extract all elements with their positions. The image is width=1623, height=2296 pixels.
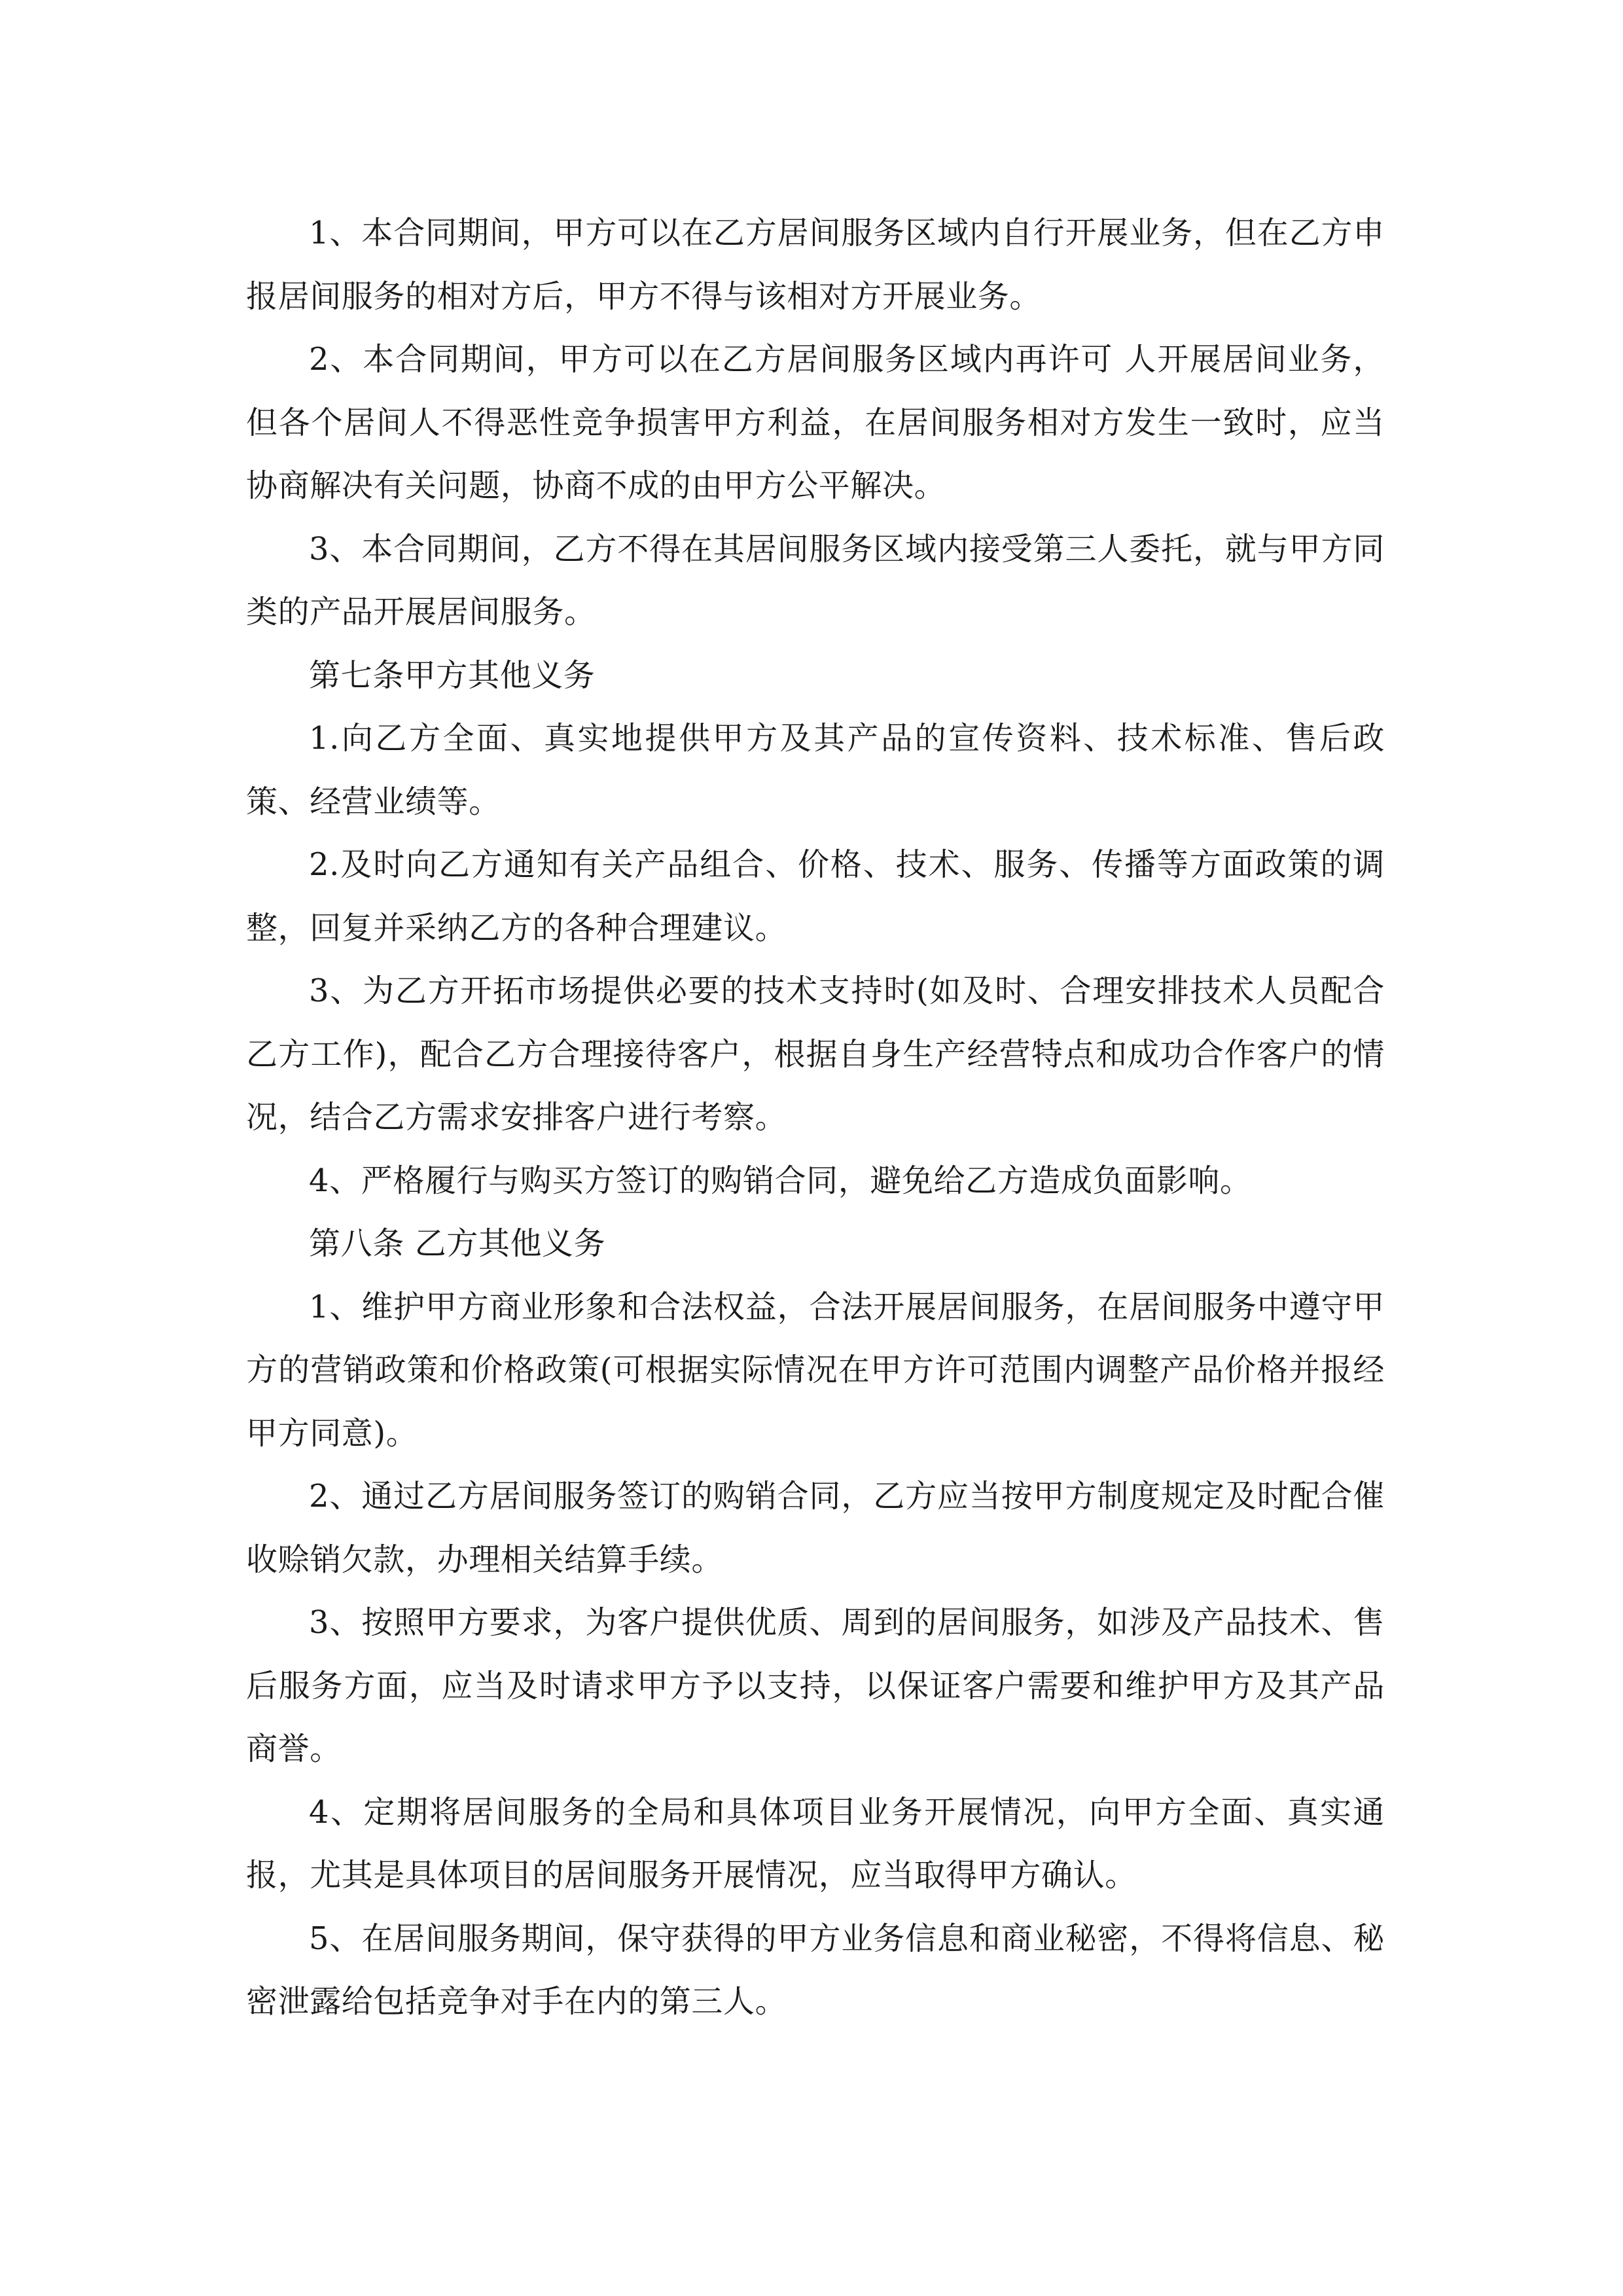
clause-paragraph: 4、严格履行与购买方签订的购销合同，避免给乙方造成负面影响。 xyxy=(309,1162,1252,1199)
clause-paragraph: 2、通过乙方居间服务签订的购销合同，乙方应当按甲方制度规定及时配合催收赊销欠款，办理相关结算手续。 xyxy=(246,1478,1385,1578)
clause-paragraph: 3、本合同期间，乙方不得在其居间服务区域内接受第三人委托，就与甲方同类的产品开展居间服务。 xyxy=(246,530,1385,630)
article-heading: 第七条甲方其他义务 xyxy=(309,656,596,694)
clause-paragraph: 1、维护甲方商业形象和合法权益，合法开展居间服务，在居间服务中遵守甲方的营销政策和价格政策(可根据实际情况在甲方许可范围内调整产品价格并报经甲方同意)。 xyxy=(246,1288,1385,1452)
clause-paragraph: 1、本合同期间，甲方可以在乙方居间服务区域内自行开展业务，但在乙方申报居间服务的相对方后，甲方不得与该相对方开展业务。 xyxy=(246,215,1385,315)
clause-paragraph: 3、按照甲方要求，为客户提供优质、周到的居间服务，如涉及产品技术、售后服务方面，应当及时请求甲方予以支持，以保证客户需要和维护甲方及其产品商誉。 xyxy=(246,1604,1385,1767)
document-body xyxy=(246,202,1385,2034)
clause-paragraph: 3、为乙方开拓市场提供必要的技术支持时(如及时、合理安排技术人员配合乙方工作)，配合乙方合理接待客户，根据自身生产经营特点和成功合作客户的情况，结合乙方需求安排客户进行考察。 xyxy=(246,973,1385,1136)
clause-paragraph: 2、本合同期间，甲方可以在乙方居间服务区域内再许可 人开展居间业务，但各个居间人不得恶性竞争损害甲方利益，在居间服务相对方发生一致时，应当协商解决有关问题，协商不成的由甲方公平解决。 xyxy=(246,341,1385,504)
article-heading: 第八条 乙方其他义务 xyxy=(309,1225,606,1262)
clause-paragraph: 2.及时向乙方通知有关产品组合、价格、技术、服务、传播等方面政策的调整，回复并采纳乙方的各种合理建议。 xyxy=(246,846,1385,946)
clause-paragraph: 1.向乙方全面、真实地提供甲方及其产品的宣传资料、技术标准、售后政策、经营业绩等。 xyxy=(246,720,1385,820)
clause-paragraph: 4、定期将居间服务的全局和具体项目业务开展情况，向甲方全面、真实通报，尤其是具体项目的居间服务开展情况，应当取得甲方确认。 xyxy=(246,1793,1385,1893)
clause-paragraph: 5、在居间服务期间，保守获得的甲方业务信息和商业秘密，不得将信息、秘密泄露给包括竞争对手在内的第三人。 xyxy=(246,1920,1385,2020)
